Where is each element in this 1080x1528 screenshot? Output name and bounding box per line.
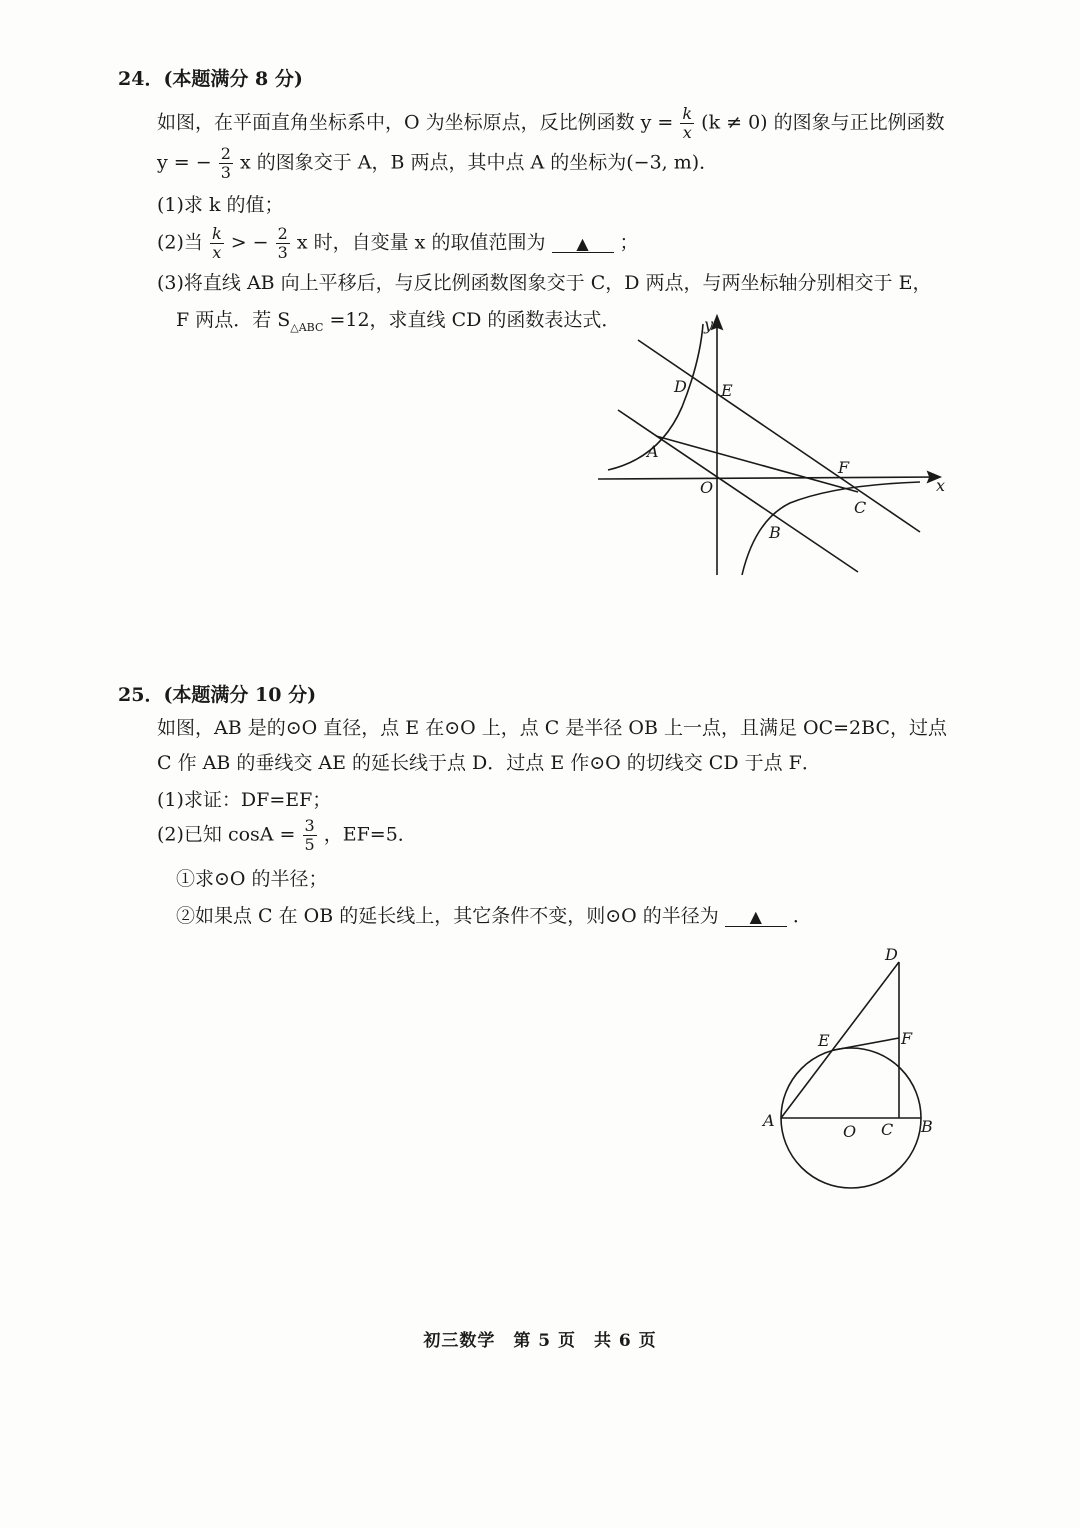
q24-answer-blank: ▲ bbox=[552, 235, 614, 254]
q24-part1: (1)求 k 的值； bbox=[157, 194, 284, 216]
q24-part2-fraction-k-over-x: $\frac{k}{x}$ bbox=[211, 224, 222, 262]
q24-part3-text-a: F 两点．若 S bbox=[176, 309, 291, 331]
label-O: O bbox=[700, 478, 714, 497]
q24-area-subscript: △ABC bbox=[290, 320, 324, 334]
q24-fraction-k-over-x: $\frac{k}{x}$ bbox=[682, 104, 693, 142]
label-y: y bbox=[704, 315, 714, 334]
q25-intro-line2: C 作 AB 的垂线交 AE 的延长线于点 D．过点 E 作⊙O 的切线交 CD 于点 F． bbox=[157, 752, 821, 774]
label-E: E bbox=[721, 381, 733, 400]
q24-header: 24．(本题满分 8 分) bbox=[118, 68, 303, 90]
label-D: D bbox=[674, 377, 687, 396]
q25-part2 bbox=[157, 818, 417, 853]
q24-part3-line2 bbox=[176, 309, 620, 334]
q24-part2-end: ； bbox=[619, 231, 639, 254]
q24-line-fn-rest: x 的图象交于 A，B 两点，其中点 A 的坐标为(−3, m)． bbox=[239, 151, 719, 174]
y-axis-arrow-icon bbox=[712, 316, 722, 329]
label-C: C bbox=[881, 1120, 894, 1139]
label-B: B bbox=[769, 523, 781, 542]
tangent-EF bbox=[834, 1038, 899, 1050]
q24-figure bbox=[590, 310, 960, 585]
q24-part3-line1: (3)将直线 AB 向上平移后，与反比例函数图象交于 C，D 两点，与两坐标轴分别相交于 E， bbox=[157, 272, 932, 294]
label-O: O bbox=[843, 1122, 857, 1141]
label-F: F bbox=[901, 1029, 913, 1048]
page-footer: 初三数学 第 5 页 共 6 页 bbox=[423, 1331, 657, 1351]
label-E: E bbox=[818, 1031, 830, 1050]
q24-part2-mid: > − bbox=[230, 231, 269, 254]
line-AB bbox=[618, 410, 858, 572]
q24-fraction-two-thirds: $\frac{2}{3}$ bbox=[220, 144, 231, 182]
q24-part2-prefix: (2)当 bbox=[157, 231, 203, 254]
q25-sub1: ①求⊙O 的半径； bbox=[176, 868, 328, 890]
label-D: D bbox=[885, 945, 898, 964]
q24-intro-line2 bbox=[157, 146, 718, 181]
q25-sub2-text: ②如果点 C 在 OB 的延长线上，其它条件不变，则⊙O 的半径为 bbox=[176, 905, 719, 927]
q24-intro-line1 bbox=[157, 106, 945, 141]
q25-part1: (1)求证：DF=EF； bbox=[157, 789, 332, 811]
q24-part2-fraction-two-thirds: $\frac{2}{3}$ bbox=[277, 224, 288, 262]
q25-answer-blank: ▲ bbox=[725, 908, 787, 927]
q25-figure bbox=[755, 940, 955, 1200]
q24-intro-text: 如图，在平面直角坐标系中，O 为坐标原点，反比例函数 y = bbox=[157, 111, 674, 134]
label-F: F bbox=[838, 458, 850, 477]
q25-part2-rest: ，EF=5． bbox=[323, 823, 417, 846]
q24-part2 bbox=[157, 226, 639, 261]
q25-intro-line1: 如图，AB 是的⊙O 直径，点 E 在⊙O 上，点 C 是半径 OB 上一点，且满足 OC=2BC，过点 bbox=[157, 717, 947, 739]
q24-part2-rest: x 时，自变量 x 的取值范围为 bbox=[296, 231, 546, 254]
q25-sub2-end: ． bbox=[792, 905, 812, 927]
q24-condition-text: (k ≠ 0) 的图象与正比例函数 bbox=[701, 111, 945, 134]
q25-fraction-three-fifths: $\frac{3}{5}$ bbox=[304, 816, 315, 854]
x-axis bbox=[598, 477, 938, 479]
line-AD bbox=[781, 962, 899, 1118]
q25-header: 25．(本题满分 10 分) bbox=[118, 684, 317, 706]
label-x: x bbox=[936, 476, 946, 495]
q25-sub2 bbox=[176, 905, 812, 928]
q24-line-fn-prefix: y = − bbox=[157, 151, 212, 174]
label-B: B bbox=[921, 1117, 933, 1136]
q24-part3-text-b: =12，求直线 CD 的函数表达式． bbox=[329, 309, 621, 331]
label-A: A bbox=[763, 1111, 775, 1130]
label-A: A bbox=[647, 442, 659, 461]
line-CD bbox=[638, 340, 920, 532]
segment-AC bbox=[656, 436, 858, 492]
label-C: C bbox=[854, 498, 867, 517]
q25-part2-prefix: (2)已知 cosA = bbox=[157, 823, 296, 846]
